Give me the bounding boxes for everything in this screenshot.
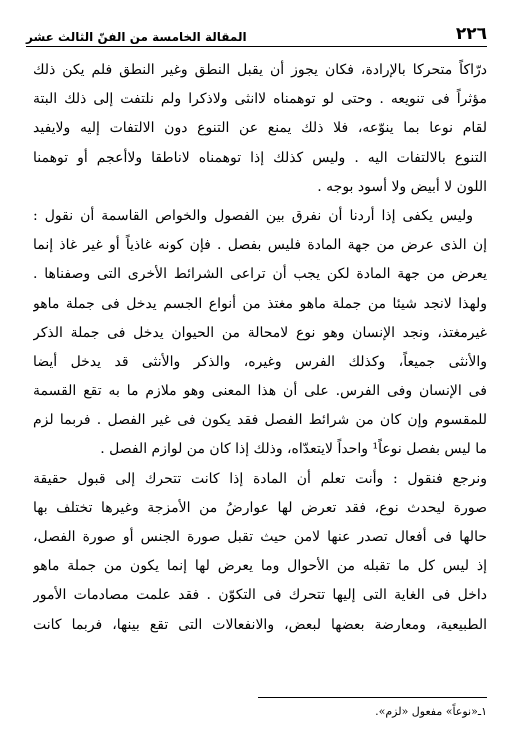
footnote: ١ـ«نوعاً» مفعول «لزم». bbox=[375, 705, 487, 718]
page-header bbox=[26, 14, 487, 44]
text-line: يعرض من جهة المادة لكن يجب أن تراعى الشرائط الأخرى التى وصفناها . bbox=[33, 266, 487, 283]
text-line: مؤثراً فى تنويعه . وحتى لو توهمناه لاانثى ولاذكرا ولم نلتفت إلى ذلك البتة bbox=[33, 91, 487, 108]
footnote-rule bbox=[258, 697, 487, 698]
text-line: درّاكاً متحركا بالإرادة، فكان يجوز أن يقبل النطق وغير النطق فلم يكن ذلك bbox=[33, 62, 487, 78]
text-line: صورة ليحدث نوع، فقد تعرض لها عوارضُ من الأمزجة وغيرها تختلف بها bbox=[33, 499, 487, 516]
text-line: فى الإنسان وفى الفرس. على أن هذا المعنى وهو ملازم ما به تقع القسمة bbox=[33, 383, 487, 400]
text-line: اللون لا أبيض ولا أسود بوجه . bbox=[317, 178, 487, 195]
running-title: المقالة الخامسة من الفنّ الثالث عشر bbox=[26, 30, 247, 44]
text-line: حالها فى أفعال تصدر عنها لامن حيث تقبل صورة الجنس أو صورة الفصل، bbox=[33, 529, 487, 545]
text-line: الطبيعية، ومعارضة بعضها لبعض، والانفعالات التى تقع بينها، فربما كانت bbox=[33, 616, 487, 633]
body-text bbox=[33, 56, 487, 640]
text-line: ما ليس بفصل نوعاً¹ واحداً لايتعدّاه، وذلك إذا كان من لوازم الفصل . bbox=[100, 441, 487, 458]
text-line: إذ ليس كل ما تقبله من الأحوال وما يعرض لها إنما يكون من جملة ماهو bbox=[33, 558, 487, 575]
text-line: والأنثى جميعاً، وكذلك الفرس وغيره، والذكر والأنثى قد يدخل أيضا bbox=[33, 353, 487, 370]
text-line: وليس يكفى إذا أردنا أن نفرق بين الفصول والخواص القاسمة أن نقول : bbox=[33, 207, 473, 224]
page-number: ٢٢٦ bbox=[455, 24, 487, 44]
text-line: التنوع بالالتفات اليه . وليس كذلك إذا توهمناه لاناطقا ولاأعجم أو توهمنا bbox=[33, 149, 487, 166]
text-line: غيرمغتذ، ونجد الإنسان وهو نوع لامحالة من الحيوان يدخل فى جملة الذكر bbox=[33, 324, 487, 341]
text-line: ونرجع فنقول : وأنت تعلم أن المادة إذا كانت تتحرك إلى قبول حقيقة bbox=[33, 470, 487, 487]
header-rule bbox=[26, 46, 487, 47]
text-line: ولهذا لانجد شيئا من جملة ماهو مغتذ من أنواع الجسم يدخل فى جملة ماهو bbox=[33, 295, 487, 312]
text-line: للمقسوم وإن كان من شرائط الفصل فقد يكون فى غير الفصل . فربما لزم bbox=[33, 412, 487, 429]
text-line: إن الذى عرض من جهة المادة فليس بفصل . فإن كونه غاذياً أو غير غاذ إنما bbox=[33, 237, 487, 254]
text-line: لقام نوعا بما ينوّعه، فلا ذلك يمنع عن التنوع دون الالتفات إليه ولايفيد bbox=[33, 120, 487, 137]
text-line: داخل فى الغاية التى إليها تتحرك فى التكوّن . فقد علمت مصادمات الأمور bbox=[33, 587, 487, 604]
